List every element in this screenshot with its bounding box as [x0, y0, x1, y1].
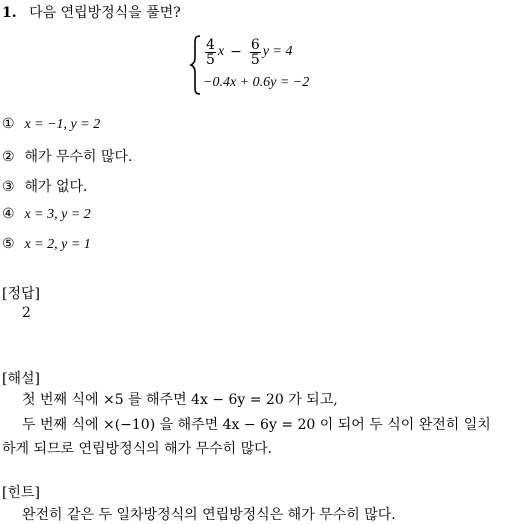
left-brace-icon — [189, 34, 203, 96]
explanation-line-2: 두 번째 식에 ×(−10) 을 해주면 4x − 6y = 20 이 되어 두 식이 완전히 일치 — [22, 417, 491, 433]
explanation-line-3: 하게 되므로 연립방정식의 해가 무수히 많다. — [2, 441, 273, 457]
equation-system — [189, 34, 389, 96]
hint-text: 완전히 같은 두 일차방정식의 연립방정식은 해가 무수히 많다. — [22, 507, 396, 523]
fraction-numerator: 4 — [206, 36, 215, 53]
option-text: 해가 없다. — [24, 179, 88, 195]
option-marker: ④ — [2, 206, 15, 222]
question-text: 다음 연립방정식을 풀면? — [29, 5, 181, 21]
option-marker: ② — [2, 149, 15, 165]
fraction-6-5 — [250, 38, 261, 67]
explanation-label: [해설] — [2, 371, 40, 387]
fraction-denominator: 5 — [250, 51, 260, 68]
option-marker: ① — [2, 116, 15, 132]
option-text: x = 2, y = 1 — [24, 237, 91, 252]
option-marker: ⑤ — [2, 236, 15, 252]
equation-2-text: −0.4x + 0.6y = −2 — [203, 75, 310, 90]
answer-value: 2 — [22, 305, 31, 321]
option-text: x = 3, y = 2 — [24, 207, 91, 222]
option-2[interactable] — [2, 146, 132, 166]
explanation-line-1: 첫 번째 식에 ×5 를 해주면 4x − 6y = 20 가 되고, — [22, 392, 338, 408]
answer-label: [정답] — [2, 286, 40, 302]
minus-sign: − — [230, 44, 242, 60]
question-header — [2, 2, 181, 22]
hint-label: [힌트] — [2, 485, 40, 501]
option-5[interactable] — [2, 236, 91, 253]
option-marker: ③ — [2, 179, 15, 195]
equation-2 — [203, 72, 309, 94]
option-1[interactable] — [2, 116, 100, 133]
fraction-denominator: 5 — [206, 51, 215, 68]
option-text: x = −1, y = 2 — [24, 117, 101, 132]
option-3[interactable] — [2, 176, 87, 196]
option-4[interactable] — [2, 206, 91, 223]
question-number: 1. — [2, 5, 17, 21]
equation-1-rest: y = 4 — [262, 44, 293, 59]
fraction-4-5 — [205, 38, 216, 67]
variable-x: x — [217, 44, 225, 59]
option-text: 해가 무수히 많다. — [24, 149, 133, 165]
fraction-numerator: 6 — [250, 36, 260, 53]
equation-1 — [203, 34, 292, 70]
